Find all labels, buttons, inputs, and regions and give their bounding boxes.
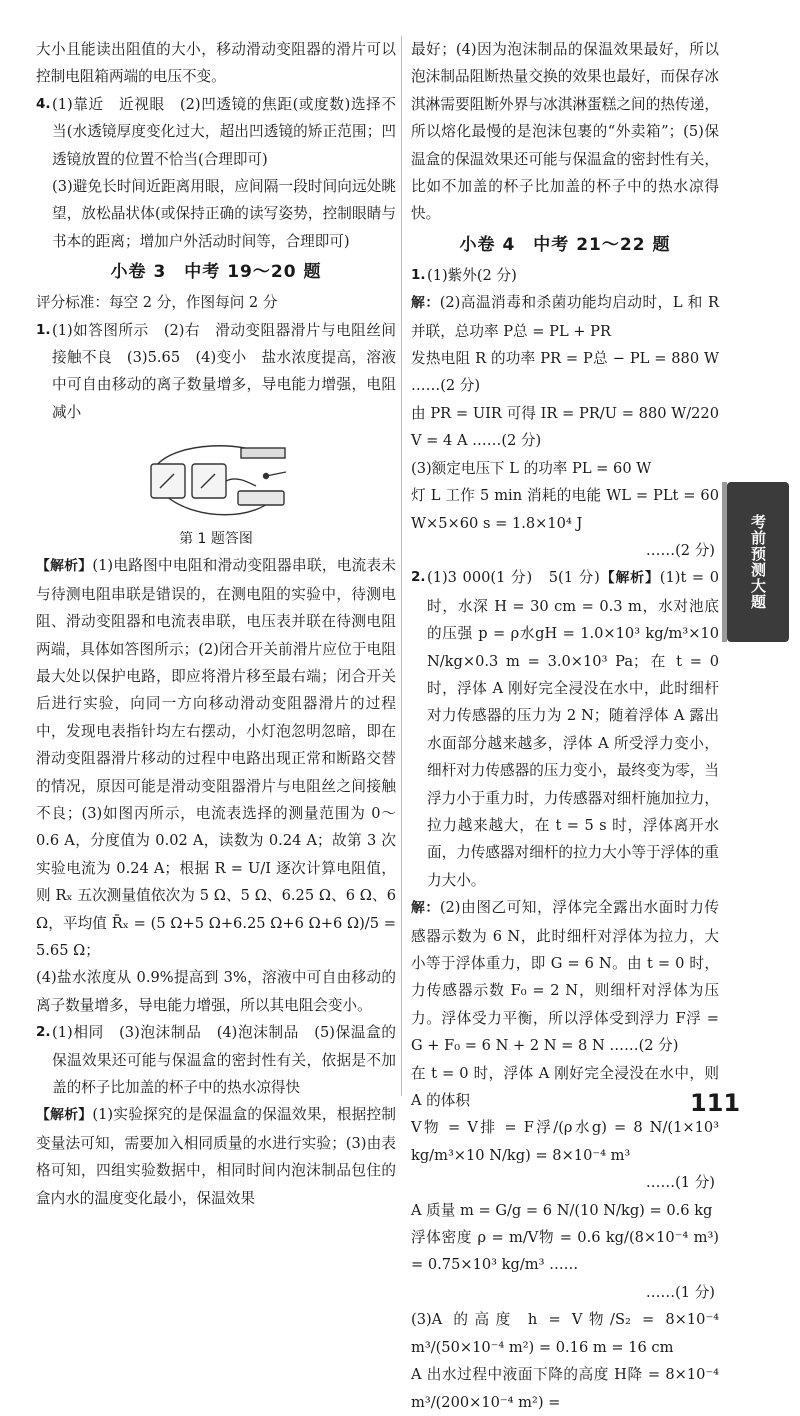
question-2 (36, 1019, 396, 1101)
formula-line: V物 = V排 = F浮/(ρ水g) = 8 N/(1×10³ kg/m³×10 N/kg) = 8×10⁻⁴ m³ (411, 1119, 719, 1164)
question-number: 4. (36, 95, 51, 112)
solution-body: (2)由图乙可知，浮体完全露出水面时力传感器示数为 6 N，此时细杆对浮体为拉力，大小等于浮体重力，即 G = 6 N。由 t = 0 时，力传感器示数 F₀ = 2 N，则细杆对浮体为压力。浮体受力平衡，所以浮体受到浮力 F浮 = G + F₀ = 6 N + 2 N = 8 N ……(2 分) (411, 899, 719, 1055)
column-divider (401, 36, 402, 1096)
question-1 (36, 317, 396, 427)
score-note: ……(2 分) (645, 541, 715, 559)
formula-line: (3)A 的高度 h = V物/S₂ = 8×10⁻⁴ m³/(50×10⁻⁴ m²) = 0.16 m = 16 cm (411, 1311, 719, 1356)
question-4 (36, 91, 396, 255)
solution-label: 解： (411, 900, 440, 917)
solution-text: 发热电阻 R 的功率 PR = P总 − PL = 880 W ……(2 分) (411, 350, 719, 395)
side-tab-label: 考前预测大题 (749, 514, 767, 610)
answer-text: (1)靠近 近视眼 (2)凹透镜的焦距(或度数)选择不当(水透镜厚度变化过大，超出凹透镜的矫正范围；凹透镜放置的位置不恰当(合理即可) (52, 95, 396, 168)
intro-text: 大小且能读出阻值的大小，移动滑动变阻器的滑片可以控制电阻箱两端的电压不变。 (36, 41, 396, 86)
question-number: 2. (411, 569, 426, 586)
solution-label: 解： (411, 295, 440, 312)
side-tab (727, 482, 789, 642)
formula-line: 浮体密度 ρ = m/V物 = 0.6 kg/(8×10⁻⁴ m³) = 0.75×10³ kg/m³ …… (411, 1229, 719, 1274)
formula-line: A 质量 m = G/g = 6 N/(10 N/kg) = 0.6 kg (411, 1201, 713, 1219)
answer-text: (3)避免长时间近距离用眼，应间隔一段时间向远处眺望，放松晶状体(或保持正确的读写姿势，控制眼睛与书本的距离；增加户外活动时间等，合理即可) (52, 178, 396, 250)
figure-caption: 第 1 题答图 (179, 531, 253, 548)
solution-body: (2)高温消毒和杀菌功能均启动时，L 和 R 并联，总功率 P总 = PL + PR (411, 294, 719, 340)
answer-text (427, 564, 719, 894)
answer-values: (1)3 000(1 分) 5(1 分) (427, 569, 600, 587)
score-note: ……(1 分) (645, 1283, 715, 1301)
question-2 (411, 564, 719, 894)
section-title: 小卷 3 中考 19～20 题 (110, 262, 322, 283)
page-number: 111 (690, 1089, 741, 1117)
left-column (36, 36, 396, 1212)
section-title: 小卷 4 中考 21～22 题 (459, 234, 671, 255)
score-note: ……(1 分) (645, 1174, 715, 1192)
question-number: 1. (36, 321, 51, 338)
analysis-label: 【解析】 (36, 558, 93, 575)
analysis-label: 【解析】 (599, 570, 660, 587)
formula-line: A 出水过程中液面下降的高度 H降 = 8×10⁻⁴ m³/(200×10⁻⁴ m²) = (411, 1366, 719, 1411)
solution-text (411, 289, 719, 345)
analysis-body: (1)电路图中电阻和滑动变阻器串联，电流表未与待测电阻串联是错误的，在测电阻的实验中，待测电阻、滑动变阻器和电流表串联，电压表并联在待测电阻两端，具体如答图所示；(2)闭合开关前滑片应位于电阻最大处以保护电路，即应将滑片移至最右端；闭合开关后进行实验，向同一方向移动滑动变阻器滑片的过程中，发现电表指针均左右摆动，小灯泡忽明忽暗，即在滑动变阻器滑片移动的过程中电路出现正常和断路交替的情况，原因可能是滑动变阻器滑片与电阻丝之间接触不良；(3)如图丙所示，电流表选择的测量范围为 0～0.6 A，分度值为 0.02 A，读数为 0.24 A；故第 3 次实验电流为 0.24 A；根据 R = U/I 逐次计算电阻值，则 Rₓ 五次测量值依次为 5 Ω、5 Ω、6.25 Ω、6 Ω、6 Ω，平均值 R̄ₓ = (5 Ω+5 Ω+6.25 Ω+6 Ω+6 Ω)/5 = 5.65 Ω； (36, 557, 396, 959)
analysis-body: (1)实验探究的是保温盒的保温效果，根据控制变量法可知，需要加入相同质量的水进行实验；(3)由表格可知，四组实验数据中，相同时间内泡沫制品包住的盒内水的温度变化最小，保温效果 (36, 1106, 396, 1207)
scoring-note: 评分标准：每空 2 分，作图每问 2 分 (36, 294, 278, 312)
question-1 (411, 262, 719, 289)
solution-text: 由 PR = UIR 可得 IR = PR/U = 880 W/220 V = 4 A ……(2 分) (411, 404, 719, 450)
analysis-text (36, 552, 396, 964)
solution-text: (3)额定电压下 L 的功率 PL = 60 W (411, 459, 652, 477)
answer-text: (1)紫外(2 分) (427, 266, 517, 284)
continued-text: 最好；(4)因为泡沫制品的保温效果最好，所以泡沫制品阻断热量交换的效果也最好，而保存冰淇淋需要阻断外界与冰淇淋蛋糕之间的热传递，所以熔化最慢的是泡沫包裹的“外卖箱”；(5)保温盒的保温效果还可能与保温盒的密封性有关，比如不加盖的杯子比加盖的杯子中的热水凉得快。 (411, 41, 719, 223)
analysis-text: (4)盐水浓度从 0.9%提高到 3%，溶液中可自由移动的离子数量增多，导电能力增强，所以其电阻会变小。 (36, 969, 396, 1014)
analysis-text (36, 1101, 396, 1212)
right-column (411, 36, 719, 1416)
solution-text: 在 t = 0 时，浮体 A 刚好完全浸没在水中，则 A 的体积 (411, 1064, 719, 1110)
question-number: 2. (36, 1024, 51, 1041)
solution-text (411, 894, 719, 1059)
circuit-diagram-image (126, 426, 306, 526)
circuit-figure (36, 426, 396, 526)
analysis-label: 【解析】 (36, 1107, 93, 1124)
solution-text: 灯 L 工作 5 min 消耗的电能 WL = PLt = 60 W×5×60 s = 1.8×10⁴ J (411, 487, 719, 532)
analysis-body: (1)t = 0 时，水深 H = 30 cm = 0.3 m，水对池底的压强 p = ρ水gH = 1.0×10³ kg/m³×10 N/kg×0.3 m = 3.0×10³ Pa；在 t = 0 时，浮体 A 刚好完全浸没在水中，此时细杆对力传感器的压力为 2 N；随着浮体 A 露出水面部分越来越多，浮体 A 所受浮力变小，细杆对力传感器的压力变小，最终变为零，当浮力小于重力时，力传感器对细杆施加拉力，拉力越来越大，在 t = 5 s 时，浮体离开水面，力传感器对细杆的拉力大小等于浮体的重力大小。 (427, 569, 719, 889)
answer-text: (1)如答图所示 (2)右 滑动变阻器滑片与电阻丝间接触不良 (3)5.65 (4)变小 盐水浓度提高，溶液中可自由移动的离子数量增多，导电能力增强，电阻减小 (52, 321, 396, 421)
answer-text: (1)相同 (3)泡沫制品 (4)泡沫制品 (5)保温盒的保温效果还可能与保温盒的密封性有关，依据是不加盖的杯子比加盖的杯子中的热水凉得快 (52, 1024, 396, 1096)
question-number: 1. (411, 266, 426, 283)
